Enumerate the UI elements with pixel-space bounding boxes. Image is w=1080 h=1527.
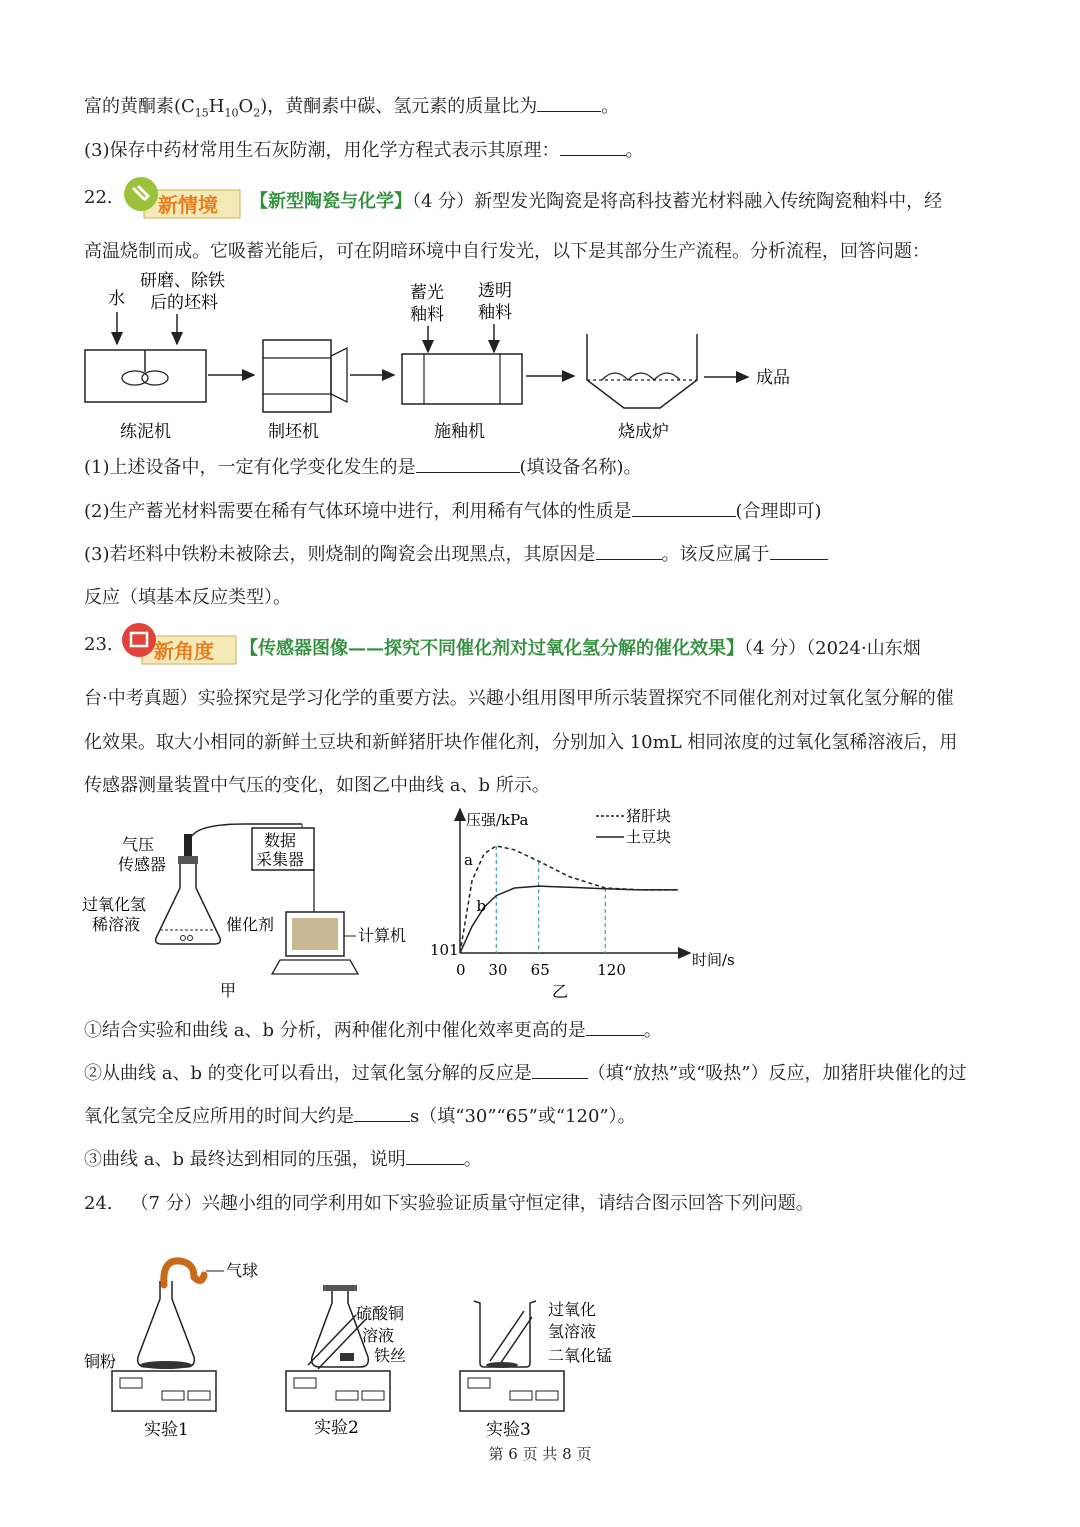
q22-sub2 — [84, 497, 822, 523]
series-line-b — [460, 886, 678, 953]
q23-head — [240, 634, 921, 660]
peroxide-label-2: 氢溶液 — [548, 1322, 597, 1341]
q22-sub1-a: (1)上述设备中，一定有化学变化发生的是 — [84, 457, 416, 478]
computer-label: 计算机 — [358, 926, 407, 945]
answer-blank — [586, 1019, 644, 1036]
experiment-1 — [84, 1261, 258, 1440]
q22-number: 22. — [84, 187, 113, 208]
y-start-label: 101 — [430, 941, 459, 959]
q23-sub3-a: ③曲线 a、b 最终达到相同的压强，说明 — [84, 1149, 406, 1170]
answer-blank — [537, 95, 601, 112]
sensor-label-2: 传感器 — [118, 855, 167, 874]
collector-label-2: 采集器 — [256, 850, 305, 869]
q23-topic: 【传感器图像——探究不同催化剂对过氧化氢分解的催化效果】 — [240, 638, 744, 659]
x-tick-120: 120 — [597, 961, 626, 979]
legend-label-a: 猪肝块 — [626, 807, 672, 825]
q23-text4: 传感器测量装置中气压的变化，如图乙中曲线 a、b 所示。 — [84, 775, 550, 796]
q23-sub2 — [84, 1059, 967, 1085]
pressure-apparatus-diagram — [80, 818, 420, 1003]
q24-text: （7 分）兴趣小组的同学利用如下实验验证质量守恒定律，请结合图示回答下列问题。 — [130, 1193, 814, 1214]
badge-label: 新情境 — [158, 193, 218, 217]
q22-sub2-a: (2)生产蓄光材料需要在稀有气体环境中进行，利用稀有气体的性质是 — [84, 501, 632, 522]
copper-powder-label: 铜粉 — [84, 1352, 117, 1371]
new-angle-badge — [120, 622, 238, 666]
q23-sub3 — [84, 1145, 482, 1171]
q21-o: O — [238, 96, 254, 117]
iron-wire-label: 铁丝 — [374, 1346, 407, 1365]
q22-sub2-b: (合理即可) — [735, 501, 822, 522]
q21-end: 。 — [601, 96, 620, 117]
q23-sub2-cont — [84, 1102, 636, 1128]
copper-sulfate-label-1: 硫酸铜 — [356, 1304, 405, 1323]
glazing-machine-box — [402, 354, 522, 404]
q23-number: 23. — [84, 634, 113, 655]
answer-blank — [560, 139, 626, 156]
exp3-caption: 实验3 — [486, 1420, 531, 1440]
solution-label-2: 稀溶液 — [92, 915, 141, 934]
sub-15: 15 — [194, 106, 209, 120]
solution-label-1: 过氧化氢 — [82, 895, 147, 914]
answer-blank — [632, 500, 736, 517]
glaze2-label-1: 透明 — [478, 281, 512, 301]
q22-topic: 【新型陶瓷与化学】 — [250, 191, 412, 212]
q23-text3: 化效果。取大小相同的新鲜土豆块和新鲜猪肝块作催化剂，分别加入 10mL 相同浓度的过氧化氢稀溶液后，用 — [84, 732, 958, 753]
q21-text-a: 富的黄酮素(C — [84, 96, 195, 117]
chart-caption-yi: 乙 — [552, 982, 569, 1001]
material-label-2: 后的坯料 — [150, 293, 218, 313]
q21-h: H — [208, 96, 225, 117]
q23-score: （4 分）（2024·山东烟 — [744, 638, 921, 659]
q21-line2 — [84, 136, 644, 162]
q23-sub2-a: ②从曲线 a、b 的变化可以看出，过氧化氢分解的反应是 — [84, 1063, 532, 1084]
q23-sub1 — [84, 1016, 662, 1042]
glaze1-label-2: 釉料 — [410, 305, 444, 325]
experiment-2 — [286, 1285, 406, 1438]
q23-sub2-b: （填“放热”或“吸热”）反应，加猪肝块催化的过 — [587, 1063, 967, 1084]
q21-text-b: )，黄酮素中碳、氢元素的质量比为 — [260, 96, 538, 117]
catalyst-label: 催化剂 — [226, 915, 275, 934]
q21-line2-text: (3)保存中药材常用生石灰防潮，用化学方程式表示其原理： — [84, 140, 560, 161]
y-axis-label: 压强/kPa — [466, 811, 529, 829]
answer-blank — [406, 1148, 464, 1165]
machine4-label: 烧成炉 — [618, 422, 669, 442]
q23-sub2-c: 氧化氢完全反应所用的时间大约是 — [84, 1106, 354, 1127]
conservation-experiments-diagram — [78, 1245, 638, 1445]
water-label: 水 — [108, 289, 125, 309]
sub-2: 2 — [253, 106, 261, 120]
manganese-dioxide-label: 二氧化锰 — [548, 1346, 613, 1365]
machine3-label: 施釉机 — [434, 422, 485, 442]
exp2-caption: 实验2 — [314, 1418, 359, 1438]
collector-label-1: 数据 — [264, 831, 297, 850]
material-label-1: 研磨、除铁 — [140, 271, 225, 291]
q24-number: 24. — [84, 1193, 113, 1214]
q23-sub3-b: 。 — [463, 1149, 482, 1170]
flask-shape — [156, 864, 221, 944]
series-label-a: a — [464, 851, 473, 870]
kiln-shape — [587, 334, 697, 408]
q22-sub3-b: 。该反应属于 — [661, 544, 770, 565]
x-axis-label: 时间/s — [692, 951, 735, 969]
balloon — [164, 1261, 204, 1285]
q24-line — [84, 1189, 814, 1215]
glaze2-label-2: 釉料 — [478, 303, 512, 323]
q23-text2: 台·中考真题）实验探究是学习化学的重要方法。兴趣小组用图甲所示装置探究不同催化剂对过氧化氢分解的催 — [84, 688, 954, 709]
q21-line1 — [84, 92, 619, 120]
series-label-b: b — [476, 896, 487, 915]
origin-label: 0 — [456, 961, 466, 979]
diagram-caption-jia: 甲 — [220, 981, 237, 1000]
answer-blank — [354, 1105, 410, 1122]
q22-sub1-b: (填设备名称)。 — [519, 457, 642, 478]
q22-text1: （4 分）新型发光陶瓷是将高科技蓄光材料融入传统陶瓷釉料中，经 — [412, 191, 943, 212]
production-flow-diagram — [80, 268, 820, 448]
q22-sub1 — [84, 453, 642, 479]
q22-sub3-a: (3)若坯料中铁粉未被除去，则烧制的陶瓷会出现黑点，其原因是 — [84, 544, 596, 565]
peroxide-label-1: 过氧化 — [548, 1300, 597, 1319]
q21-line2-end: 。 — [625, 140, 644, 161]
sub-10: 10 — [224, 106, 239, 120]
blank-maker-box — [263, 340, 331, 412]
exp1-caption: 实验1 — [144, 1420, 189, 1440]
legend-label-b: 土豆块 — [626, 828, 672, 846]
badge-label: 新角度 — [154, 639, 214, 663]
pressure-chart — [420, 803, 750, 1003]
q22-sub3 — [84, 540, 828, 566]
sensor-label-1: 气压 — [122, 835, 155, 854]
q22-text2: 高温烧制而成。它吸蓄光能后，可在阴暗环境中自行发光，以下是其部分生产流程。分析流程，回答问题： — [84, 241, 930, 262]
q22-sub3-c: 反应（填基本反应类型）。 — [84, 587, 291, 608]
answer-blank — [416, 456, 520, 473]
machine1-label: 练泥机 — [120, 422, 171, 442]
new-context-badge — [122, 176, 244, 220]
answer-blank — [770, 543, 828, 560]
x-tick-65: 65 — [530, 961, 550, 979]
q23-sub1-a: ①结合实验和曲线 a、b 分析，两种催化剂中催化效率更高的是 — [84, 1020, 586, 1041]
q23-sub1-b: 。 — [643, 1020, 662, 1041]
product-label: 成品 — [756, 368, 790, 388]
page-footer: 第 6 页 共 8 页 — [488, 1445, 592, 1463]
machine2-label: 制坯机 — [268, 422, 319, 442]
copper-sulfate-label-2: 溶液 — [362, 1326, 395, 1345]
answer-blank — [596, 543, 662, 560]
balloon-label: 气球 — [226, 1261, 259, 1280]
x-tick-30: 30 — [488, 961, 508, 979]
answer-blank — [532, 1062, 588, 1079]
q22-head — [250, 187, 942, 213]
experiment-3 — [460, 1300, 612, 1440]
glaze1-label-1: 蓄光 — [410, 283, 444, 303]
q23-sub2-d: s（填“30”“65”或“120”）。 — [410, 1106, 636, 1127]
